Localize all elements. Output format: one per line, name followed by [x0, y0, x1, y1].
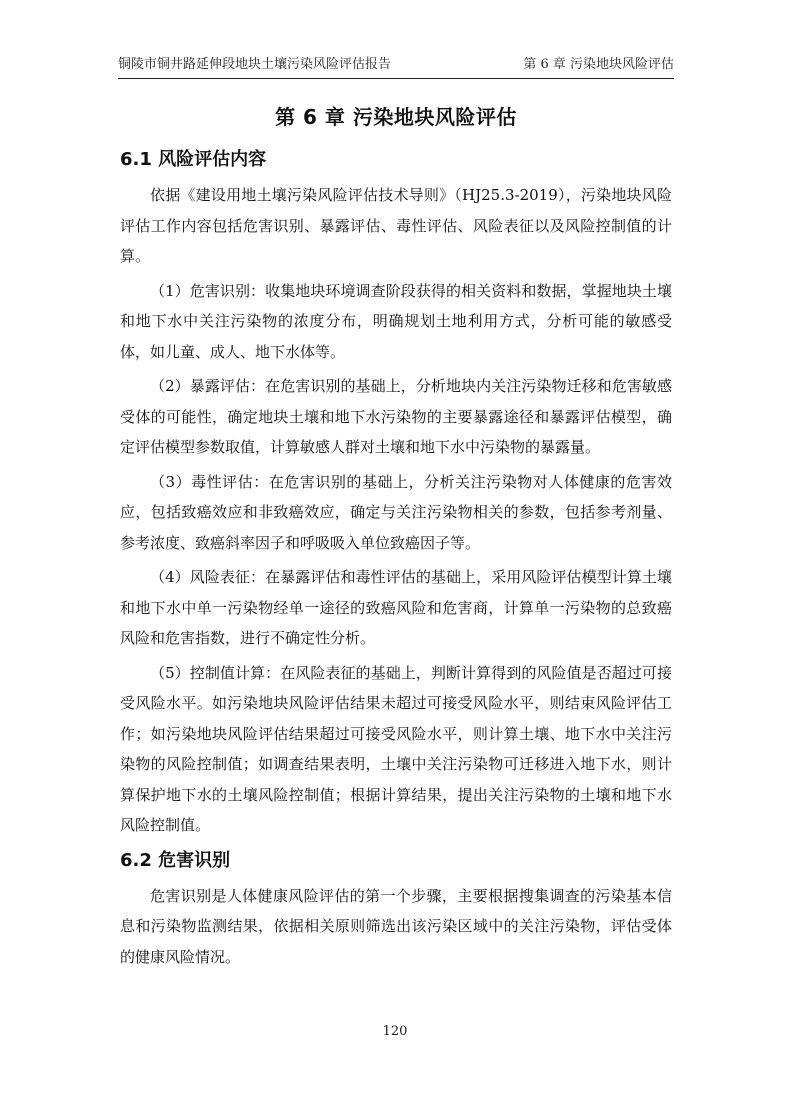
exposure-assessment-paragraph: （2）暴露评估：在危害识别的基础上，分析地块内关注污染物迁移和危害敏感受体的可能性，确定地块土壤和地下水污染物的主要暴露途径和暴露评估模型，确定评估模型参数取值，计算敏感人群对土壤和地下水中污染物的暴露量。	[120, 377, 672, 456]
header-report-title: 铜陵市铜井路延伸段地块土壤污染风险评估报告	[118, 57, 392, 72]
hazard-identification-intro-paragraph: 危害识别是人体健康风险评估的第一个步骤，主要根据搜集调查的污染基本信息和污染物监测结果，依据相关原则筛选出该污染区域中的关注污染物，评估受体的健康风险情况。	[120, 886, 672, 966]
section-title-6-2: 6.2 危害识别	[120, 849, 231, 871]
section-intro-paragraph: 依据《建设用地土壤污染风险评估技术导则》（HJ25.3-2019），污染地块风险评估工作内容包括危害识别、暴露评估、毒性评估、风险表征以及风险控制值的计算。	[120, 186, 672, 265]
chapter-title: 第 6 章 污染地块风险评估	[275, 105, 517, 129]
page-body	[120, 100, 672, 972]
page-header	[118, 56, 674, 79]
page-number: 120	[382, 1024, 408, 1039]
hazard-identification-paragraph: （1）危害识别：收集地块环境调查阶段获得的相关资料和数据，掌握地块土壤和地下水中关注污染物的浓度分布，明确规划土地利用方式，分析可能的敏感受体，如儿童、成人、地下水体等。	[120, 281, 672, 361]
section-title-6-1: 6.1 风险评估内容	[120, 149, 267, 170]
toxicity-assessment-paragraph: （3）毒性评估：在危害识别的基础上，分析关注污染物对人体健康的危害效应，包括致癌效应和非致癌效应，确定与关注污染物相关的参数，包括参考剂量、参考浓度、致癌斜率因子和呼吸吸入单位致癌因子等。	[120, 472, 672, 552]
header-chapter-label: 第 6 章 污染地块风险评估	[523, 57, 674, 72]
control-value-paragraph: （5）控制值计算：在风险表征的基础上，判断计算得到的风险值是否超过可接受风险水平。如污染地块风险评估结果未超过可接受风险水平，则结束风险评估工作；如污染地块风险评估结果超过可接受风险水平，则计算土壤、地下水中关注污染物的风险控制值；如调查结果表明，土壤中关注污染物可迁移进入地下水，则计算保护地下水的土壤风险控制值；根据计算结果，提出关注污染物的土壤和地下水风险控制值。	[120, 663, 672, 834]
risk-characterization-paragraph: （4）风险表征：在暴露评估和毒性评估的基础上，采用风险评估模型计算土壤和地下水中单一污染物经单一途径的致癌风险和危害商，计算单一污染物的总致癌风险和危害指数，进行不确定性分析。	[120, 568, 672, 647]
